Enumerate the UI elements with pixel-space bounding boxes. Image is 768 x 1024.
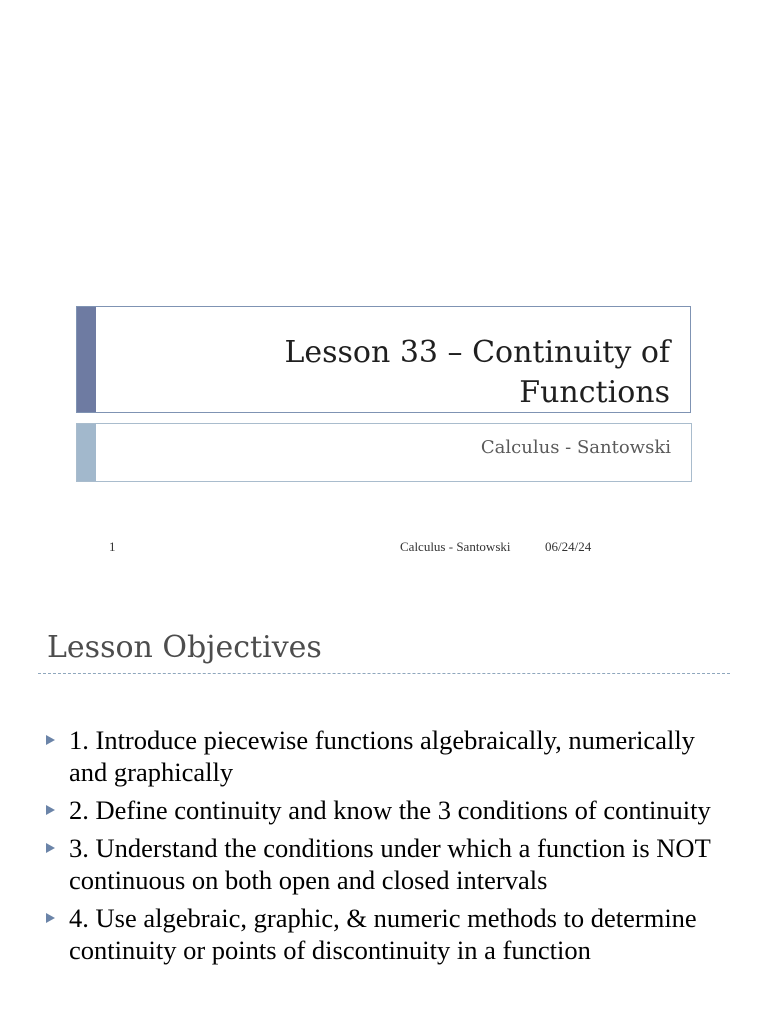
objectives-heading: Lesson Objectives: [47, 630, 322, 665]
objective-text: 1. Introduce piecewise functions algebraically, numerically and graphically: [69, 725, 695, 787]
footer-course: Calculus - Santowski: [400, 539, 511, 554]
heading-divider: [38, 673, 730, 674]
list-item: [46, 724, 736, 788]
slide-number: 1: [109, 539, 116, 554]
subtitle-accent-bar: [77, 424, 96, 481]
objectives-list: [46, 724, 736, 972]
objective-text: 4. Use algebraic, graphic, & numeric methods to determine continuity or points of discontinuity in a function: [69, 903, 697, 965]
triangle-bullet-icon: [46, 735, 55, 745]
title-accent-bar: [77, 307, 96, 412]
triangle-bullet-icon: [46, 805, 55, 815]
triangle-bullet-icon: [46, 843, 55, 853]
triangle-bullet-icon: [46, 913, 55, 923]
list-item: [46, 832, 736, 896]
slide-title: Lesson 33 – Continuity of Functions: [284, 335, 670, 410]
footer-date: 06/24/24: [545, 539, 592, 554]
slide-subtitle: Calculus - Santowski: [480, 437, 671, 458]
list-item: [46, 902, 736, 966]
objective-text: 2. Define continuity and know the 3 conditions of continuity: [69, 795, 711, 825]
subtitle-placeholder: [76, 423, 692, 482]
list-item: [46, 794, 736, 826]
objective-text: 3. Understand the conditions under which a function is NOT continuous on both open and closed intervals: [69, 833, 711, 895]
title-placeholder: [76, 306, 691, 413]
